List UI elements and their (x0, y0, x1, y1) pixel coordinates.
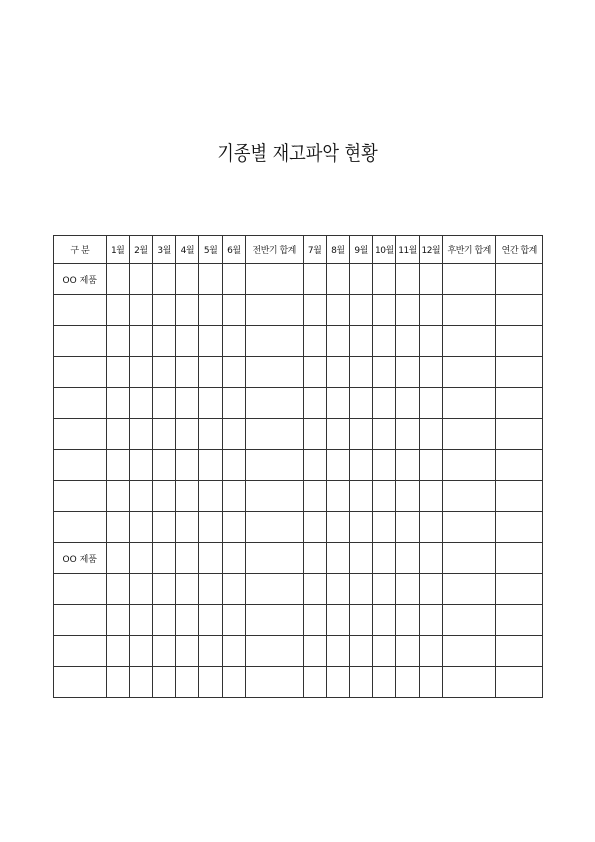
table-cell (106, 326, 129, 357)
table-cell (496, 450, 543, 481)
table-cell (106, 543, 129, 574)
table-cell (153, 605, 176, 636)
table-row (54, 388, 543, 419)
table-cell (245, 326, 303, 357)
table-cell (222, 481, 245, 512)
table-cell (419, 388, 442, 419)
table-cell (199, 295, 222, 326)
table-cell (129, 450, 152, 481)
column-header: 후반기 합계 (442, 236, 496, 264)
table-cell (54, 357, 107, 388)
table-cell (442, 419, 496, 450)
table-cell (176, 357, 199, 388)
table-cell (326, 481, 349, 512)
table-cell (153, 264, 176, 295)
table-cell (245, 667, 303, 698)
table-cell (419, 605, 442, 636)
table-row (54, 512, 543, 543)
table-cell (129, 481, 152, 512)
product-group-label: OO 제품 (54, 264, 107, 295)
table-row (54, 574, 543, 605)
table-cell (496, 667, 543, 698)
table-cell (442, 636, 496, 667)
table-cell (303, 388, 326, 419)
table-cell (442, 543, 496, 574)
table-cell (396, 605, 419, 636)
table-row (54, 295, 543, 326)
table-cell (349, 574, 372, 605)
table-row (54, 450, 543, 481)
table-cell (326, 419, 349, 450)
table-cell (496, 512, 543, 543)
table-cell (176, 481, 199, 512)
table-cell (199, 264, 222, 295)
table-cell (496, 357, 543, 388)
table-cell (419, 450, 442, 481)
table-cell (442, 481, 496, 512)
table-cell (129, 512, 152, 543)
table-cell (496, 481, 543, 512)
table-cell (222, 264, 245, 295)
table-row (54, 605, 543, 636)
table-cell (176, 450, 199, 481)
table-cell (303, 264, 326, 295)
table-cell (349, 636, 372, 667)
table-cell (106, 481, 129, 512)
table-cell (245, 636, 303, 667)
table-cell (396, 295, 419, 326)
table-cell (349, 543, 372, 574)
table-cell (54, 419, 107, 450)
table-cell (129, 574, 152, 605)
table-cell (396, 419, 419, 450)
table-cell (245, 295, 303, 326)
table-cell (129, 326, 152, 357)
table-cell (222, 667, 245, 698)
table-cell (303, 481, 326, 512)
table-cell (199, 357, 222, 388)
table-cell (199, 543, 222, 574)
inventory-table (53, 235, 543, 698)
table-cell (129, 295, 152, 326)
column-header: 2월 (129, 236, 152, 264)
table-cell (303, 574, 326, 605)
table-cell (54, 605, 107, 636)
table-cell (54, 481, 107, 512)
table-cell (54, 295, 107, 326)
table-cell (129, 388, 152, 419)
table-cell (326, 512, 349, 543)
table-cell (349, 326, 372, 357)
table-cell (419, 543, 442, 574)
table-cell (419, 295, 442, 326)
table-cell (54, 388, 107, 419)
table-cell (373, 419, 396, 450)
table-cell (54, 512, 107, 543)
table-cell (373, 326, 396, 357)
table-cell (222, 450, 245, 481)
column-header: 8월 (326, 236, 349, 264)
table-cell (442, 512, 496, 543)
table-cell (326, 326, 349, 357)
table-cell (303, 667, 326, 698)
table-cell (245, 512, 303, 543)
table-cell (129, 636, 152, 667)
table-cell (222, 326, 245, 357)
table-cell (373, 264, 396, 295)
table-cell (222, 512, 245, 543)
table-cell (349, 357, 372, 388)
table-cell (153, 574, 176, 605)
column-header: 9월 (349, 236, 372, 264)
table-cell (176, 605, 199, 636)
table-cell (373, 543, 396, 574)
table-cell (442, 388, 496, 419)
table-cell (222, 574, 245, 605)
table-cell (442, 450, 496, 481)
table-cell (442, 326, 496, 357)
table-cell (349, 605, 372, 636)
table-cell (349, 667, 372, 698)
table-cell (199, 388, 222, 419)
table-cell (303, 636, 326, 667)
table-cell (153, 636, 176, 667)
table-cell (222, 605, 245, 636)
column-header: 10월 (373, 236, 396, 264)
table-cell (245, 388, 303, 419)
table-cell (245, 419, 303, 450)
table-cell (222, 419, 245, 450)
table-cell (442, 264, 496, 295)
table-cell (176, 326, 199, 357)
table-cell (106, 357, 129, 388)
table-cell (373, 357, 396, 388)
table-body (54, 264, 543, 698)
table-row (54, 636, 543, 667)
table-cell (303, 450, 326, 481)
table-cell (442, 574, 496, 605)
table-cell (419, 264, 442, 295)
column-header: 7월 (303, 236, 326, 264)
table-cell (153, 357, 176, 388)
table-cell (496, 605, 543, 636)
column-header: 5월 (199, 236, 222, 264)
table-cell (396, 450, 419, 481)
column-header: 11월 (396, 236, 419, 264)
table-cell (303, 605, 326, 636)
table-cell (496, 574, 543, 605)
table-cell (106, 419, 129, 450)
table-cell (176, 264, 199, 295)
table-cell (303, 326, 326, 357)
table-cell (176, 667, 199, 698)
table-cell (129, 667, 152, 698)
table-cell (153, 295, 176, 326)
table-cell (419, 636, 442, 667)
table-cell (349, 388, 372, 419)
table-cell (153, 667, 176, 698)
column-header: 연간 합계 (496, 236, 543, 264)
table-cell (153, 481, 176, 512)
table-cell (106, 636, 129, 667)
table-cell (396, 543, 419, 574)
table-cell (106, 264, 129, 295)
table-cell (419, 481, 442, 512)
table-row (54, 481, 543, 512)
table-cell (442, 667, 496, 698)
table-cell (496, 419, 543, 450)
table-cell (199, 605, 222, 636)
table-cell (222, 295, 245, 326)
column-header: 3월 (153, 236, 176, 264)
table-cell (106, 295, 129, 326)
table-cell (54, 574, 107, 605)
table-cell (176, 574, 199, 605)
table-cell (176, 419, 199, 450)
table-cell (199, 326, 222, 357)
table-cell (245, 574, 303, 605)
table-cell (303, 543, 326, 574)
table-cell (176, 543, 199, 574)
table-cell (326, 667, 349, 698)
table-cell (496, 295, 543, 326)
table-cell (419, 419, 442, 450)
table-cell (396, 574, 419, 605)
table-cell (496, 326, 543, 357)
table-cell (349, 295, 372, 326)
table-cell (373, 605, 396, 636)
table-cell (129, 543, 152, 574)
table-cell (326, 574, 349, 605)
table-cell (326, 636, 349, 667)
table-cell (396, 667, 419, 698)
table-cell (396, 512, 419, 543)
table-cell (373, 512, 396, 543)
table-cell (153, 326, 176, 357)
table-cell (153, 543, 176, 574)
table-cell (54, 326, 107, 357)
table-cell (496, 543, 543, 574)
table-cell (106, 574, 129, 605)
table-cell (373, 667, 396, 698)
column-header: 구 분 (54, 236, 107, 264)
table-cell (303, 419, 326, 450)
table-row (54, 264, 543, 295)
column-header: 6월 (222, 236, 245, 264)
table-cell (419, 326, 442, 357)
table-cell (303, 295, 326, 326)
table-cell (373, 574, 396, 605)
table-cell (199, 419, 222, 450)
table-cell (222, 357, 245, 388)
table-cell (106, 605, 129, 636)
table-cell (303, 512, 326, 543)
table-row (54, 357, 543, 388)
table-cell (303, 357, 326, 388)
table-cell (326, 388, 349, 419)
table-cell (245, 450, 303, 481)
table-cell (54, 450, 107, 481)
table-cell (373, 295, 396, 326)
table-row (54, 667, 543, 698)
column-header: 4월 (176, 236, 199, 264)
table-cell (54, 636, 107, 667)
table-cell (496, 636, 543, 667)
column-header: 1월 (106, 236, 129, 264)
column-header: 전반기 합계 (245, 236, 303, 264)
table-cell (106, 450, 129, 481)
table-cell (245, 543, 303, 574)
table-cell (199, 636, 222, 667)
table-cell (106, 667, 129, 698)
table-cell (326, 264, 349, 295)
table-row (54, 326, 543, 357)
table-cell (199, 450, 222, 481)
table-cell (222, 636, 245, 667)
table-cell (373, 388, 396, 419)
table-cell (396, 388, 419, 419)
table-cell (373, 450, 396, 481)
table-cell (153, 450, 176, 481)
table-cell (326, 357, 349, 388)
table-cell (176, 512, 199, 543)
table-cell (245, 481, 303, 512)
table-cell (419, 667, 442, 698)
table-row (54, 419, 543, 450)
table-cell (349, 450, 372, 481)
table-cell (496, 264, 543, 295)
table-cell (349, 419, 372, 450)
page-title: 기종별 재고파악 현황 (217, 141, 378, 165)
product-group-label: OO 제품 (54, 543, 107, 574)
table-cell (496, 388, 543, 419)
table-cell (396, 636, 419, 667)
table-cell (199, 667, 222, 698)
table-cell (106, 388, 129, 419)
table-cell (349, 481, 372, 512)
table-cell (419, 357, 442, 388)
table-cell (326, 450, 349, 481)
table-cell (222, 543, 245, 574)
table-cell (129, 264, 152, 295)
table-cell (326, 605, 349, 636)
table-row (54, 543, 543, 574)
table-cell (442, 357, 496, 388)
table-cell (442, 295, 496, 326)
table-cell (396, 357, 419, 388)
table-cell (199, 481, 222, 512)
table-cell (245, 605, 303, 636)
table-cell (396, 264, 419, 295)
table-cell (349, 264, 372, 295)
table-cell (153, 419, 176, 450)
table-cell (106, 512, 129, 543)
table-cell (419, 574, 442, 605)
table-cell (176, 636, 199, 667)
table-cell (245, 357, 303, 388)
table-cell (199, 574, 222, 605)
table-cell (176, 295, 199, 326)
table-cell (153, 388, 176, 419)
table-cell (153, 512, 176, 543)
table-cell (373, 636, 396, 667)
table-cell (373, 481, 396, 512)
table-cell (396, 326, 419, 357)
table-cell (396, 481, 419, 512)
table-cell (222, 388, 245, 419)
table-cell (129, 605, 152, 636)
table-cell (54, 667, 107, 698)
table-header-row (54, 236, 543, 264)
table-cell (176, 388, 199, 419)
table-cell (349, 512, 372, 543)
column-header: 12월 (419, 236, 442, 264)
table-cell (326, 295, 349, 326)
table-cell (245, 264, 303, 295)
table-cell (326, 543, 349, 574)
table-cell (129, 419, 152, 450)
table-cell (442, 605, 496, 636)
table-cell (419, 512, 442, 543)
table-cell (199, 512, 222, 543)
table-cell (129, 357, 152, 388)
